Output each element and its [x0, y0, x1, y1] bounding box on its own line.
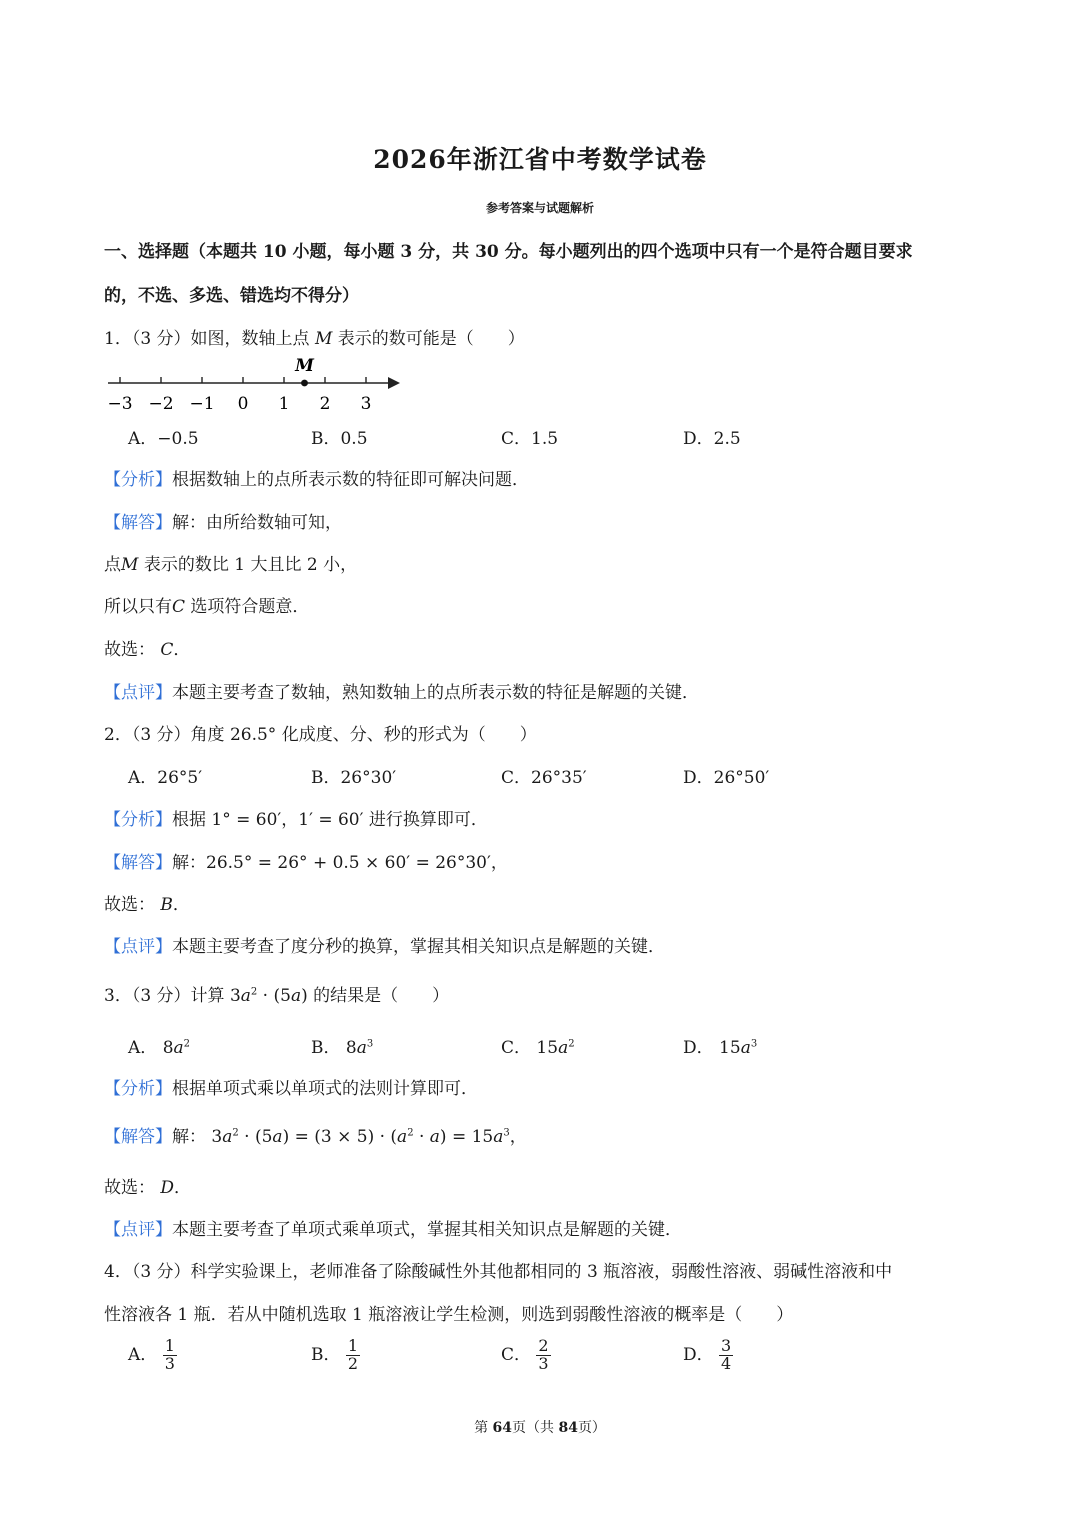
- q2-option-c: C．26°35′: [501, 768, 587, 788]
- page-footer: 第 64页（共 84页）: [474, 1420, 606, 1436]
- q1-solution-step-1: 点M 表示的数比 1 大且比 2 小，: [104, 555, 358, 575]
- fraction: $\frac{1}{3}$: [164, 1336, 175, 1373]
- q1-comment: 【点评】本题主要考查了数轴，熟知数轴上的点所表示数的特征是解题的关键．: [104, 683, 699, 703]
- q2-stem: 2．（3 分）角度 26.5° 化成度、分、秒的形式为（ ）: [104, 725, 537, 745]
- q1-option-c: C．1.5: [501, 429, 559, 449]
- q2-answer: 故选： B．: [104, 895, 190, 915]
- q1-option-d: D．2.5: [683, 429, 741, 449]
- fraction: $\frac{2}{3}$: [538, 1336, 549, 1373]
- q3-option-b: B． $8a^3$: [311, 1038, 374, 1058]
- q4-stem-line-1: 4．（3 分）科学实验课上，老师准备了除酸碱性外其他都相同的 3 瓶溶液，弱酸性溶液、弱碱性溶液和中: [104, 1262, 893, 1282]
- number-line-tick-label: −3: [107, 394, 133, 414]
- q4-option-b: B． $\frac{1}{2}$: [311, 1336, 359, 1373]
- document-subtitle: 参考答案与试题解析: [485, 201, 594, 215]
- q1-stem: 1．（3 分）如图，数轴上点 M 表示的数可能是（ ）: [104, 329, 525, 349]
- q2-analysis: 【分析】根据 1° = 60′，1′ = 60′ 进行换算即可．: [104, 810, 488, 830]
- q4-stem-line-2: 性溶液各 1 瓶．若从中随机选取 1 瓶溶液让学生检测，则选到弱酸性溶液的概率是（ ）: [104, 1305, 794, 1325]
- number-line-tick-label: 3: [360, 394, 372, 414]
- q2-option-b: B．26°30′: [311, 768, 397, 788]
- q1-answer: 故选： C．: [104, 640, 191, 660]
- section-heading-line-1: 一、选择题（本题共 10 小题，每小题 3 分，共 30 分。每小题列出的四个选项中只有一个是符合题目要求: [104, 242, 913, 262]
- q3-option-a: A． $8a^2$: [128, 1038, 191, 1058]
- q2-comment: 【点评】本题主要考查了度分秒的换算，掌握其相关知识点是解题的关键．: [104, 937, 665, 957]
- document-title: 2026年浙江省中考数学试卷: [373, 145, 707, 174]
- q1-solution: 【解答】解：由所给数轴可知，: [104, 513, 342, 533]
- q4-option-a: A． $\frac{1}{3}$: [128, 1336, 175, 1373]
- q1-option-a: A．−0.5: [128, 429, 199, 449]
- q4-option-c: C． $\frac{2}{3}$: [501, 1336, 549, 1373]
- q1-option-b: B．0.5: [311, 429, 368, 449]
- section-heading-line-2: 的，不选、多选、错选均不得分）: [104, 286, 359, 306]
- q3-answer: 故选： D．: [104, 1178, 192, 1198]
- number-line-point-label: M: [295, 356, 314, 376]
- number-line-arrow: [388, 377, 400, 389]
- q3-comment: 【点评】本题主要考查了单项式乘单项式，掌握其相关知识点是解题的关键．: [104, 1220, 682, 1240]
- number-line-tick-label: −2: [148, 394, 174, 414]
- q3-option-d: D． $15a^3$: [683, 1038, 758, 1058]
- page-number: 64: [492, 1420, 512, 1436]
- fraction: $\frac{1}{2}$: [347, 1336, 359, 1373]
- q1-number-line: [100, 350, 410, 416]
- q4-option-d: D． $\frac{3}{4}$: [683, 1336, 732, 1373]
- q3-stem: 3．（3 分）计算 $3a^2 \cdot (5a)$ 的结果是（ ）: [104, 986, 450, 1006]
- number-line-tick-label: 2: [319, 394, 331, 414]
- number-line-tick-label: 0: [237, 394, 249, 414]
- fraction: $\frac{3}{4}$: [721, 1336, 732, 1373]
- q2-option-a: A．26°5′: [128, 768, 203, 788]
- number-line-tick-label: −1: [189, 394, 215, 414]
- q2-option-d: D．26°50′: [683, 768, 770, 788]
- q3-option-c: C． $15a^2$: [501, 1038, 575, 1058]
- q3-analysis: 【分析】根据单项式乘以单项式的法则计算即可．: [104, 1079, 478, 1099]
- q1-analysis: 【分析】根据数轴上的点所表示数的特征即可解决问题．: [104, 470, 529, 490]
- q2-solution: 【解答】解：26.5° = 26° + 0.5 × 60′ = 26°30′，: [104, 853, 508, 873]
- number-line-tick-label: 1: [278, 394, 290, 414]
- q3-solution: 【解答】解： $3a^2 \cdot (5a) = (3 \times 5) \cdot (a^2 \cdot a) = 15a^3$，: [104, 1127, 527, 1147]
- page-total: 84: [558, 1420, 578, 1436]
- number-line-point-m: [301, 380, 308, 387]
- q1-solution-step-2: 所以只有C 选项符合题意．: [104, 597, 310, 617]
